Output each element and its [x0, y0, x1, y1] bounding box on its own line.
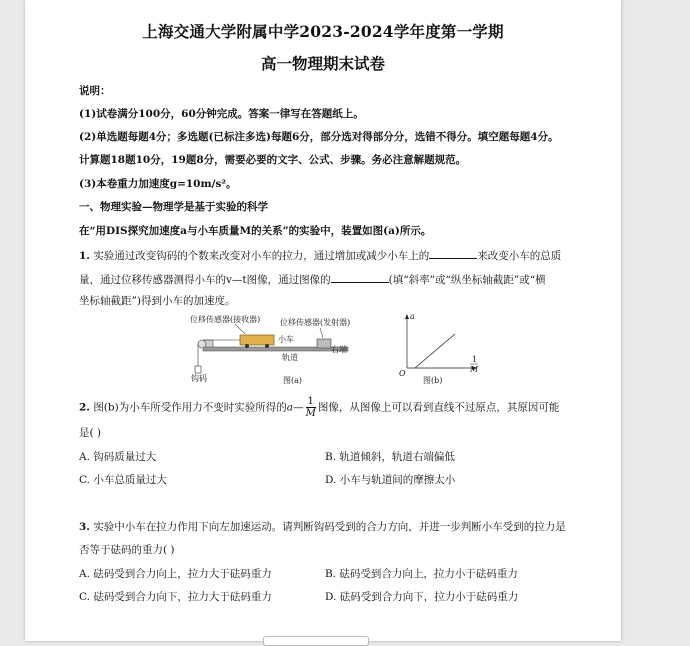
cart-wheel-right: [265, 344, 269, 348]
q2-frac-num: 1: [307, 396, 314, 407]
q3-option-b[interactable]: B. 砝码受到合力向上，拉力小于砝码重力: [325, 568, 518, 580]
q1-line2: [79, 271, 546, 287]
q1-text-c: 量，通过位移传感器测得小车的v—t图像，通过图像的: [79, 274, 331, 286]
q2-frac-den: M: [305, 408, 316, 419]
q2-line2: 是( ): [79, 427, 102, 439]
q2-option-a[interactable]: A. 钩码质量过大: [79, 451, 157, 463]
q1-text-b: 来改变小车的总质: [477, 250, 562, 262]
cart-wheel-left: [245, 344, 249, 348]
fig-a-caption: 图(a): [283, 376, 303, 385]
q1-text-d: (填“斜率”或“纵坐标轴截距”或“横: [388, 274, 546, 286]
axis-y-arrow: [405, 314, 409, 319]
q1-number: 1.: [79, 250, 90, 262]
q1-text-a: 实验通过改变钩码的个数来改变对小车的拉力，通过增加或减少小车上的: [93, 250, 430, 262]
page-toolbar[interactable]: [263, 636, 369, 646]
section-heading: 一、物理实验—物理学是基于实验的科学: [79, 201, 268, 213]
q1-blank-1[interactable]: [429, 247, 477, 259]
axis-x-num: 1: [472, 355, 478, 364]
axis-y-label: a: [410, 312, 415, 321]
axis-x-den: M: [470, 365, 479, 374]
cart-label: 小车: [278, 335, 294, 344]
notes-heading: 说明：: [79, 85, 111, 97]
section-intro: 在“用DIS探究加速度a与小车质量M的关系”的实验中，装置如图(a)所示。: [79, 225, 432, 237]
exam-subtitle: 高一物理期末试卷: [260, 54, 385, 73]
note-2: (2)单选题每题4分；多选题(已标注多选)每题6分，部分选对得部分分，选错不得分。填空题每题4分。: [79, 131, 559, 143]
q2-option-c[interactable]: C. 小车总质量过大: [79, 474, 167, 486]
note-1: (1)试卷满分100分，60分钟完成。答案一律写在答题纸上。: [79, 108, 364, 120]
q2-fraction: [306, 396, 316, 419]
q3-line1: [79, 519, 566, 534]
q2-text-a: 图(b)为小车所受作用力不变时实验所得的: [93, 401, 287, 414]
receiver-pointer: [235, 324, 245, 334]
track-label: 轨道: [282, 353, 298, 362]
right-end-label: 右端: [331, 345, 347, 354]
emitter-pointer: [320, 328, 323, 338]
q1-line3: 坐标轴截距”)得到小车的加速度。: [79, 295, 236, 307]
q2-option-b[interactable]: B. 轨道倾斜，轨道右端偏低: [325, 451, 455, 463]
pulley: [198, 340, 206, 348]
experiment-figure: [185, 312, 485, 388]
q2-option-d[interactable]: D. 小车与轨道间的摩擦太小: [325, 474, 456, 486]
q3-option-c[interactable]: C. 砝码受到合力向下，拉力大于砝码重力: [79, 591, 272, 603]
q3-line2: 否等于砝码的重力( ): [79, 544, 175, 556]
q2-var-a: a: [286, 401, 293, 414]
receiver-label: 位移传感器(接收器): [190, 315, 261, 324]
q2-line1: [79, 396, 559, 419]
q3-text-a: 实验中小车在拉力作用下向左加速运动。请判断钩码受到的合力方向，并进一步判断小车受到的拉力是: [93, 521, 566, 533]
hook-weight-label: 钩码: [191, 374, 207, 383]
exam-title: 上海交通大学附属中学2023-2024学年度第一学期: [142, 22, 504, 41]
emitter-box: [317, 339, 331, 348]
q3-option-d[interactable]: D. 砝码受到合力向下，拉力小于砝码重力: [325, 591, 519, 603]
note-4: (3)本卷重力加速度g=10m/s²。: [79, 178, 237, 190]
origin-label: O: [399, 369, 406, 378]
emitter-label: 位移传感器(发射器): [280, 318, 351, 327]
hook-weight: [195, 366, 201, 373]
cart: [240, 335, 274, 345]
q3-number: 3.: [79, 521, 90, 533]
fig-b-caption: 图(b): [423, 376, 443, 385]
q1-blank-2[interactable]: [331, 271, 389, 283]
document-page: [25, 0, 621, 641]
q2-text-b: 图像，从图像上可以看到直线不过原点，其原因可能: [317, 401, 560, 414]
q2-dash: —: [293, 401, 304, 414]
graph-line: [415, 334, 455, 368]
note-3: 计算题18题10分，19题8分，需要必要的文字、公式、步骤。务必注意解题规范。: [79, 154, 467, 166]
q3-option-a[interactable]: A. 砝码受到合力向上，拉力大于砝码重力: [79, 568, 272, 580]
q2-number: 2.: [79, 401, 90, 414]
q1-line1: [79, 247, 561, 263]
